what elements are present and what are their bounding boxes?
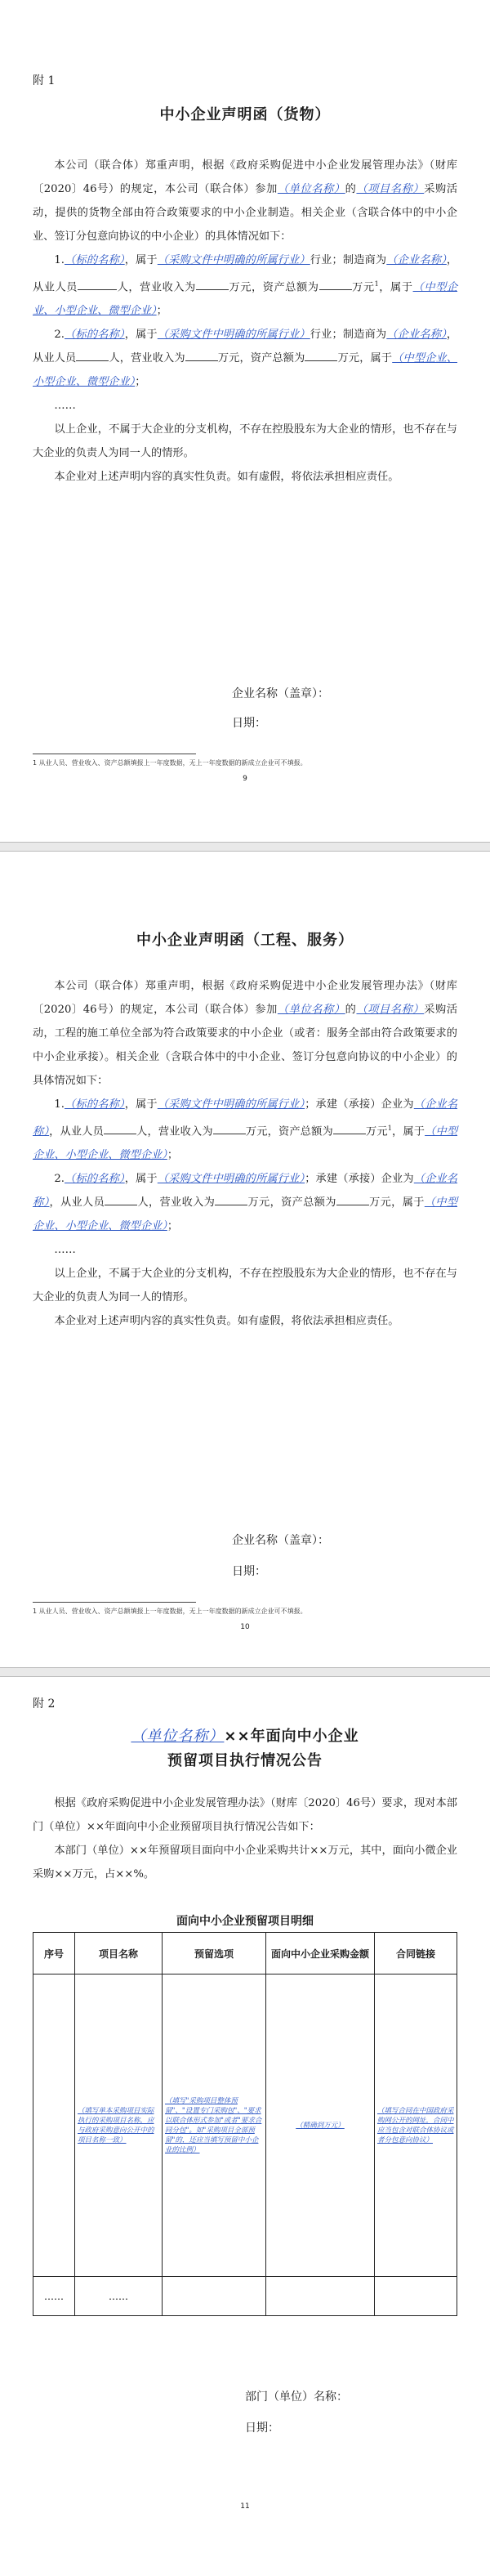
date-label: 日期： (232, 717, 266, 730)
page-number: 10 (240, 1623, 250, 1631)
intro-paragraph: 本公司（联合体）郑重声明，根据《政府采购促进中小企业发展管理办法》（财库〔2020〕46号）的规定，本公司（联合体）参加（单位名称）的（项目名称）采购活动，提供的货物全部由符合政策要求的中小企业制造。相关企业（含联合体中的中小企业、签订分包意向协议的中小企业）的具体情况如下： (33, 159, 458, 243)
table-header-row (33, 1933, 457, 1974)
revenue-blank[interactable] (213, 1120, 246, 1134)
cell-no: …… (33, 2277, 75, 2316)
staff-blank[interactable] (76, 347, 109, 361)
industry-field[interactable]: （采购文件中明确的所属行业） (157, 1098, 305, 1111)
col-header-project-name: 项目名称 (75, 1933, 163, 1974)
staff-blank[interactable] (104, 1120, 136, 1134)
cell-amount[interactable]: （精确到万元） (266, 1974, 375, 2277)
target-name-field[interactable]: （标的名称） (64, 254, 125, 266)
cell-reserve-option (163, 2277, 266, 2316)
page-number: 9 (243, 775, 247, 783)
date-label: 日期： (232, 1565, 266, 1578)
revenue-blank[interactable] (215, 1192, 247, 1205)
enterprise-size-field[interactable]: （中型企业、小型企业、微型企业） (33, 1196, 458, 1233)
summary-paragraph: 本部门（单位）××年预留项目面向中小企业采购共计××万元，其中，面向小微企业采购××万元，占××%。 (33, 1845, 457, 1881)
footnote-divider (33, 1602, 196, 1603)
item-1: 1.（标的名称），属于（采购文件中明确的所属行业）；承建（承接）企业为（企业名称），从业人员 人，营业收入为 万元，资产总额为 万元$^1$，属于（中型企业、小型企业、微型企业）； (33, 1098, 458, 1162)
declaration-body (33, 974, 457, 1333)
enterprise-size-field[interactable]: （中型企业、小型企业、微型企业） (33, 281, 458, 318)
enterprise-size-field[interactable]: （中型企业、小型企业、微型企业） (33, 1125, 458, 1162)
announcement-body (33, 1791, 457, 1886)
item-2: 2.（标的名称），属于（采购文件中明确的所属行业）；承建（承接）企业为（企业名称），从业人员 人，营业收入为 万元，资产总额为 万元，属于（中型企业、小型企业、微型企业）； (33, 1173, 458, 1233)
footnote: 1 从业人员、营业收入、资产总额填报上一年度数据，无上一年度数据的新成立企业可不填报。 (33, 1608, 307, 1615)
target-name-field[interactable]: （标的名称） (64, 329, 125, 342)
col-header-contract-link: 合同链接 (375, 1933, 457, 1974)
page-title: 中小企业声明函（工程、服务） (136, 932, 354, 949)
announcement-title: （单位名称）××年面向中小企业 (131, 1728, 359, 1745)
company-name-field[interactable]: （企业名称） (386, 329, 447, 342)
table-row (33, 2277, 457, 2316)
cell-amount (266, 2277, 375, 2316)
intro-paragraph: 本公司（联合体）郑重声明，根据《政府采购促进中小企业发展管理办法》（财库〔2020〕46号）的规定，本公司（联合体）参加（单位名称）的（项目名称）采购活动，工程的施工单位全部为符合政策要求的中小企业（或者：服务全部由符合政策要求的中小企业承接）。相关企业（含联合体中的中小企业、签订分包意向协议的中小企业）的具体情况如下： (33, 980, 458, 1087)
company-seal-label: 企业名称（盖章）： (232, 1534, 329, 1547)
target-name-field[interactable]: （标的名称） (64, 1173, 125, 1186)
staff-blank[interactable] (78, 276, 117, 290)
responsibility-paragraph: 本企业对上述声明内容的真实性负责。如有虚假，将依法承担相应责任。 (54, 471, 399, 484)
date-label: 日期： (245, 2422, 279, 2435)
unit-name-field[interactable]: （单位名称） (131, 1728, 225, 1745)
footnote-ref: 1 (374, 280, 379, 288)
unit-name-field[interactable]: （单位名称） (277, 183, 345, 195)
item-2: 2.（标的名称），属于（采购文件中明确的所属行业）行业；制造商为（企业名称），从业人员 人，营业收入为 万元，资产总额为 万元，属于（中型企业、小型企业、微型企业）； (33, 329, 458, 389)
page-number: 11 (240, 2502, 250, 2511)
table-row (33, 1974, 457, 2277)
cell-reserve-option[interactable]: （填写"采购项目整体预留"、"设置专门采购包"、"要求以联合体形式参加"或者"要求合同分包"。如"采购项目全部预留"的，还应当填写预留中小企业的比例） (163, 1974, 266, 2277)
annex-label: 附 2 (33, 1697, 56, 1711)
responsibility-paragraph: 本企业对上述声明内容的真实性负责。如有虚假，将依法承担相应责任。 (54, 1315, 399, 1328)
staff-blank[interactable] (105, 1192, 137, 1205)
assets-blank[interactable] (333, 1120, 366, 1134)
company-name-field[interactable]: （企业名称） (33, 1173, 458, 1210)
item-1: 1.（标的名称），属于（采购文件中明确的所属行业）行业；制造商为（企业名称），从业人员 人，营业收入为 万元，资产总额为 万元$^1$，属于（中型企业、小型企业、微型企业）； (33, 254, 458, 318)
company-name-field[interactable]: （企业名称） (386, 254, 447, 266)
page-2 (0, 852, 490, 1667)
ellipsis: …… (54, 400, 76, 413)
ellipsis: …… (54, 1244, 76, 1257)
page-3 (0, 1677, 490, 2576)
footnote-ref: 1 (387, 1125, 392, 1132)
col-header-amount: 面向中小企业采购金额 (266, 1933, 375, 1974)
industry-field[interactable]: （采购文件中明确的所属行业） (157, 254, 310, 266)
target-name-field[interactable]: （标的名称） (64, 1098, 125, 1111)
page-separator (0, 842, 490, 852)
page-title: 中小企业声明函（货物） (159, 106, 331, 123)
enterprise-size-field[interactable]: （中型企业、小型企业、微型企业） (33, 352, 458, 389)
cell-project-name: …… (75, 2277, 163, 2316)
project-name-field[interactable]: （项目名称） (356, 183, 425, 195)
basis-paragraph: 根据《政府采购促进中小企业发展管理办法》（财库〔2020〕46号）要求，现对本部门（单位）××年面向中小企业预留项目执行情况公告如下： (33, 1797, 457, 1833)
annex-label: 附 1 (33, 74, 56, 87)
cell-project-name[interactable]: （填写单本采购项目实际执行的采购项目名称，应与政府采购意向公开中的项目名称一致） (75, 1974, 163, 2277)
cell-contract-link (375, 2277, 457, 2316)
table-caption: 面向中小企业预留项目明细 (176, 1915, 314, 1928)
company-name-field[interactable]: （企业名称） (33, 1098, 458, 1138)
declaration-body (33, 154, 457, 489)
industry-field[interactable]: （采购文件中明确的所属行业） (157, 1173, 305, 1186)
assets-blank[interactable] (305, 347, 337, 361)
footnote: 1 从业人员、营业收入、资产总额填报上一年度数据，无上一年度数据的新成立企业可不填报。 (33, 759, 307, 767)
cell-no (33, 1974, 75, 2277)
department-name-label: 部门（单位）名称： (245, 2390, 348, 2404)
page-separator (0, 1667, 490, 1677)
reserved-projects-table (33, 1932, 457, 2316)
industry-field[interactable]: （采购文件中明确的所属行业） (157, 329, 310, 342)
project-name-field[interactable]: （项目名称） (356, 1004, 425, 1016)
revenue-blank[interactable] (196, 276, 229, 290)
col-header-no: 序号 (33, 1933, 75, 1974)
cell-contract-link[interactable]: （填写合同在中国政府采购网公开的网址，合同中应当包含对联合体协议或者分包意向协议） (375, 1974, 457, 2277)
company-seal-label: 企业名称（盖章）： (232, 687, 329, 700)
col-header-reserve-option: 预留选项 (163, 1933, 266, 1974)
not-large-enterprise-paragraph: 以上企业，不属于大企业的分支机构，不存在控股股东为大企业的情形，也不存在与大企业的负责人为同一人的情形。 (33, 1268, 457, 1304)
revenue-blank[interactable] (185, 347, 218, 361)
announcement-subtitle: 预留项目执行情况公告 (167, 1752, 323, 1769)
page-1 (0, 0, 490, 842)
unit-name-field[interactable]: （单位名称） (277, 1004, 345, 1016)
assets-blank[interactable] (319, 276, 352, 290)
not-large-enterprise-paragraph: 以上企业，不属于大企业的分支机构，不存在控股股东为大企业的情形，也不存在与大企业的负责人为同一人的情形。 (33, 423, 457, 460)
assets-blank[interactable] (336, 1192, 369, 1205)
